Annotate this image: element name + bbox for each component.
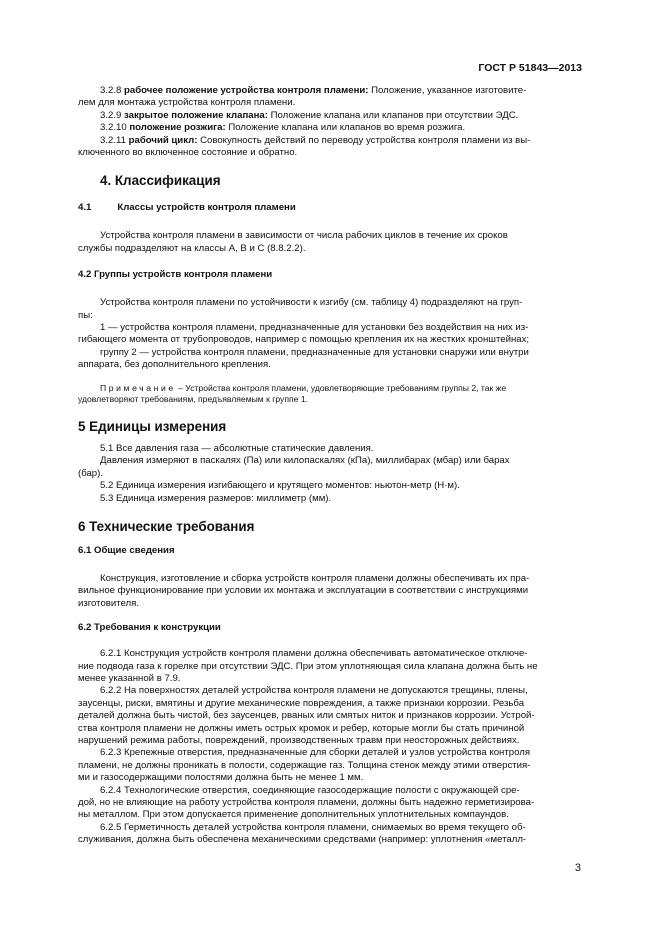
subsection-num: 4.1: [78, 202, 92, 214]
group-1-l1: 1 — устройства контроля пламени, предназначенные для установки без воздействия на них из-: [100, 322, 529, 334]
def-text: Совокупность действий по переводу устройства контроля пламени из вы-: [197, 134, 531, 146]
group-2-l1: группу 2 — устройства контроля пламени, предназначенные для установки снаружи или внутри: [100, 346, 529, 358]
document-code: ГОСТ Р 51843—2013: [478, 62, 582, 74]
def-text: Положение клапана или клапанов во время розжига.: [225, 122, 466, 134]
subsection-4-2-title: 4.2 Группы устройств контроля пламени: [78, 269, 273, 281]
clause-6-2-1: 6.2.1 Конструкция устройств контроля пламени должна обеспечивать автоматическое отключе- ние подвода газа к горелке при отсутствии ЭДС. При этом уплотняющая сила клапана должна быть не менее указанной в 7.9.: [78, 648, 538, 684]
paragraph-5-1-pressure-l1: Давления измеряют в паскалях (Па) или килопаскалях (кПа), миллибарах (мбар) или барах: [100, 455, 510, 467]
def-num: 3.2.10: [100, 122, 127, 134]
def-num: 3.2.8: [100, 85, 122, 96]
section-4-title: 4. Классификация: [100, 173, 221, 189]
paragraph-4-2-l1: Устройства контроля пламени по устойчивости к изгибу (см. таблицу 4) подразделяют на груп-: [100, 297, 523, 309]
subsection-text: Классы устройств контроля пламени: [117, 202, 296, 214]
def-term: рабочий цикл:: [128, 134, 198, 146]
paragraph-6-1-l2: вильное функционирование при условии их монтажа и эксплуатации в соответствии с инструкциями: [78, 585, 529, 597]
subsection-6-1-title: 6.1 Общие сведения: [78, 544, 175, 556]
section-6-title: 6 Технические требования: [78, 518, 255, 534]
note-label: Примечание: [100, 382, 176, 393]
note-text-cont: удовлетворяют требованиям, предъявляемым к группе 1.: [78, 394, 308, 405]
clause-6-2-3: 6.2.3 Крепежные отверстия, предназначенные для сборки деталей и узлов устройства контроля пламени, не должны проникать в полости, содержащие газ. Толщина стенок между этими отверстия- ми и газосодержащими полостями должна быть не менее 1 мм.: [78, 747, 531, 784]
def-text-cont: лем для монтажа устройства контроля пламени.: [78, 97, 296, 109]
paragraph-4-2-l2: пы:: [78, 309, 93, 321]
clause-6-2-2: 6.2.2 На поверхностях деталей устройства контроля пламени не допускаются трещины, плены, заусенцы, риски, вмятины и другие механические повреждения, а также признаки коррозии. Резьба деталей должна быть чистой, без заусенцев, рваных или смятых ниток и признаков коррозии. Устрой- ства контроля пламени не должны иметь острых кромок и ребер, которые могли бы стать причиной нарушений режима работы, повреждений, производственных травм при неосторожных действиях.: [78, 685, 535, 746]
definition-3-2-10: [100, 122, 582, 134]
def-text: Положение, указанное изготовите-: [368, 85, 527, 96]
clause-6-2-4: 6.2.4 Технологические отверстия, соединяющие газосодержащие полости с окружающей сре- дой, но не влияющие на работу устройства контроля пламени, должны быть надежно герметизирова- ны металлом. При этом допускается применение дополнительных уплотнительных компаундов.: [78, 784, 535, 821]
def-term: рабочее положение устройства контроля пламени:: [124, 85, 369, 96]
def-term: закрытое положение клапана:: [124, 109, 268, 121]
paragraph-5-1: 5.1 Все давления газа — абсолютные статические давления.: [100, 442, 374, 454]
definition-3-2-9: [100, 110, 582, 122]
group-2-l2: аппарата, без дополнительного крепления.: [78, 359, 271, 371]
def-text-cont: ключенного во включенное состояние и обратно.: [78, 147, 298, 159]
note: [100, 383, 582, 395]
section-5-title: 5 Единицы измерения: [78, 418, 227, 434]
page-number: 3: [574, 862, 581, 874]
group-1-l2: гибающего момента от трубопроводов, например с помощью крепления их на жестких кронштейнах;: [78, 334, 530, 346]
clause-6-2-5: 6.2.5 Герметичность деталей устройства контроля пламени, снимаемых во время текущего об- служивания, должна быть обеспечена механическими средствами (например: уплотнения «металл-: [78, 821, 527, 846]
page-content: [78, 85, 582, 847]
definition-3-2-11: [78, 134, 582, 160]
note-text: – Устройства контроля пламени, удовлетворяющие требованиям группы 2, так же: [175, 382, 507, 393]
subsection-4-1-title: [78, 202, 582, 213]
def-term: положение розжига:: [129, 122, 226, 134]
def-num: 3.2.11: [100, 134, 126, 146]
definition-3-2-8: [78, 85, 582, 110]
paragraph-4-1-l1: Устройства контроля пламени в зависимости от числа рабочих циклов в течение их сроков: [100, 230, 508, 242]
def-text: Положение клапана или клапанов при отсутствии ЭДС.: [267, 109, 519, 121]
def-num: 3.2.9: [100, 109, 122, 121]
paragraph-4-1-l2: службы подразделяют на классы A, B и C (8.8.2.2).: [78, 242, 306, 254]
paragraph-6-1-l1: Конструкция, изготовление и сборка устройств контроля пламени должны обеспечивать их пра-: [100, 572, 530, 584]
paragraph-5-2: 5.2 Единица измерения изгибающего и крутящего моментов: ньютон-метр (Н·м).: [100, 480, 460, 492]
paragraph-5-3: 5.3 Единица измерения размеров: миллиметр (мм).: [100, 492, 332, 504]
subsection-6-2-title: 6.2 Требования к конструкции: [78, 622, 221, 634]
paragraph-5-1-pressure-l2: (бар).: [78, 467, 104, 479]
paragraph-6-1-l3: изготовителя.: [78, 597, 140, 609]
